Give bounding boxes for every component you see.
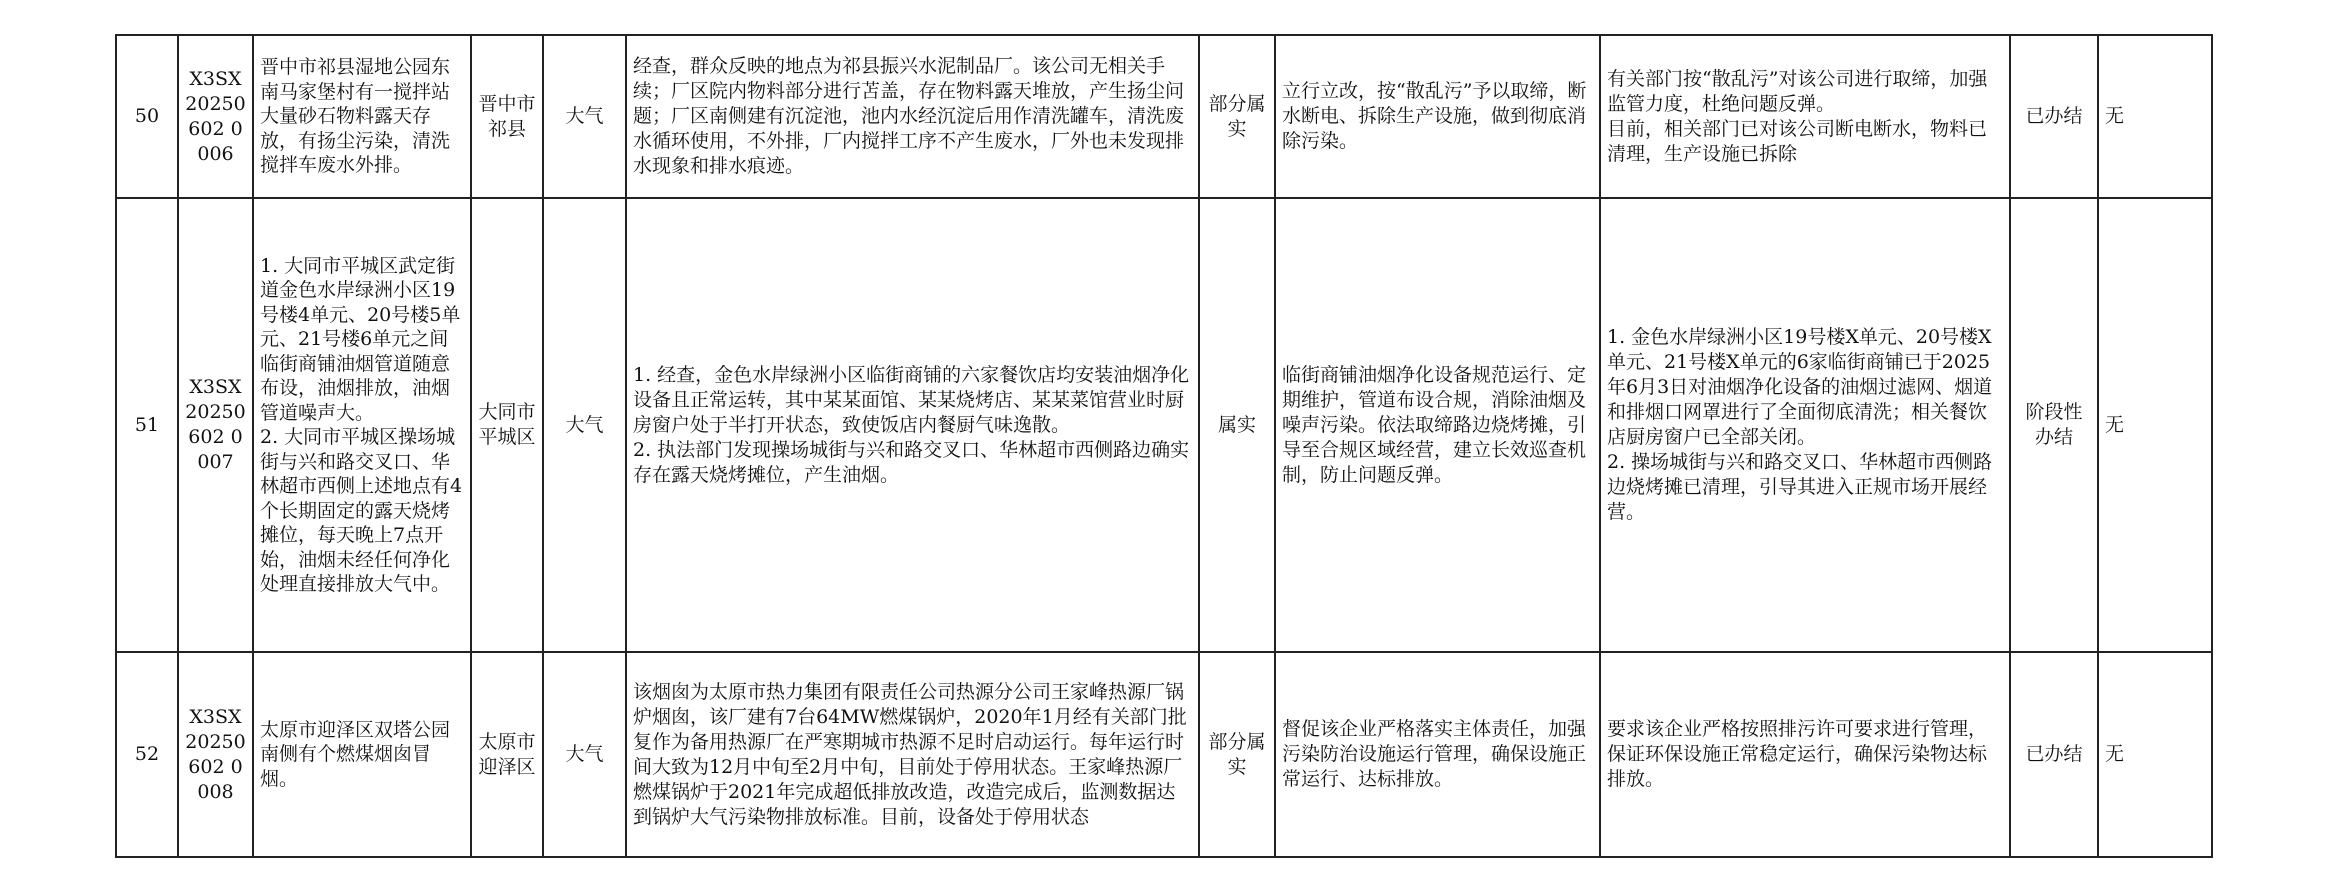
status: 已办结 bbox=[2010, 652, 2098, 857]
status: 已办结 bbox=[2010, 35, 2098, 198]
complaint-description-text: 太原市迎泽区双塔公园南侧有个燃煤烟囱冒烟。 bbox=[260, 718, 451, 790]
pollution-type: 大气 bbox=[543, 198, 626, 652]
accountability: 无 bbox=[2098, 198, 2212, 652]
complaint-table bbox=[115, 34, 2213, 858]
case-code: X3SX20250602 0008 bbox=[178, 652, 253, 857]
pollution-type: 大气 bbox=[543, 35, 626, 198]
rectification-result-text: 要求该企业严格按照排污许可要求进行管理，保证环保设施正常稳定运行，确保污染物达标排放。 bbox=[1607, 718, 1988, 790]
accountability: 无 bbox=[2098, 652, 2212, 857]
investigation-finding bbox=[626, 198, 1199, 652]
complaint-description-text: 1. 大同市平城区武定街道金色水岸绿洲小区19号楼4单元、20号楼5单元、21号楼6单元之间临街商铺油烟管道随意布设，油烟排放，油烟管道噪声大。 2. 大同市平城区操场城街与兴和路交叉口、华林超市西侧上述地点有4个长期固定的露天烧烤摊位，每天晚上7点开始，油烟未经任何净化处理直接排放大气中。 bbox=[260, 254, 463, 595]
row-number: 50 bbox=[116, 35, 178, 198]
row-number: 51 bbox=[116, 198, 178, 652]
complaint-description bbox=[253, 198, 471, 652]
verdict: 部分属实 bbox=[1199, 35, 1275, 198]
handling-measure: 督促该企业严格落实主体责任，加强污染防治设施运行管理，确保设施正常运行、达标排放。 bbox=[1275, 652, 1600, 857]
pollution-type: 大气 bbox=[543, 652, 626, 857]
case-code: X3SX20250602 0007 bbox=[178, 198, 253, 652]
investigation-finding-text: 该烟囱为太原市热力集团有限责任公司热源分公司王家峰热源厂锅炉烟囱，该厂建有7台64MW燃煤锅炉，2020年1月经有关部门批复作为备用热源厂在严寒期城市热源不足时启动运行。每年运行时间大致为12月中旬至2月中旬，目前处于停用状态。王家峰热源厂燃煤锅炉于2021年完成超低排放改造，改造完成后，监测数据达到锅炉大气污染物排放标准。目前，设备处于停用状态 bbox=[633, 680, 1187, 828]
complaint-description bbox=[253, 35, 471, 198]
verdict: 属实 bbox=[1199, 198, 1275, 652]
handling-measure: 立行立改，按“散乱污”予以取缔，断水断电、拆除生产设施，做到彻底消除污染。 bbox=[1275, 35, 1600, 198]
case-code: X3SX20250602 0006 bbox=[178, 35, 253, 198]
rectification-result bbox=[1600, 198, 2010, 652]
investigation-finding bbox=[626, 35, 1199, 198]
rectification-result-text: 有关部门按“散乱污”对该公司进行取缔，加强监管力度，杜绝问题反弹。 目前，相关部门已对该公司断电断水，物料已清理，生产设施已拆除 bbox=[1607, 67, 1988, 165]
handling-measure: 临街商铺油烟净化设备规范运行、定期维护，管道布设合规，消除油烟及噪声污染。依法取缔路边烧烤摊，引导至合规区域经营，建立长效巡查机制，防止问题反弹。 bbox=[1275, 198, 1600, 652]
administrative-area: 太原市迎泽区 bbox=[471, 652, 543, 857]
table-row bbox=[116, 652, 2212, 857]
investigation-finding-text: 1. 经查，金色水岸绿洲小区临街商铺的六家餐饮店均安装油烟净化设备且正常运转，其中某某面馆、某某烧烤店、某某菜馆营业时厨房窗户处于半打开状态，致使饭店内餐厨气味逸散。 2. 执法部门发现操场城街与兴和路交叉口、华林超市西侧路边确实存在露天烧烤摊位，产生油烟。 bbox=[633, 363, 1190, 486]
row-number: 52 bbox=[116, 652, 178, 857]
investigation-finding-text: 经查，群众反映的地点为祁县振兴水泥制品厂。该公司无相关手续；厂区院内物料部分进行苫盖，存在物料露天堆放，产生扬尘问题；厂区南侧建有沉淀池，池内水经沉淀后用作清洗罐车，清洗废水循环使用，不外排，厂内搅拌工序不产生废水，厂外也未发现排水现象和排水痕迹。 bbox=[633, 55, 1185, 177]
table-row bbox=[116, 35, 2212, 198]
verdict: 部分属实 bbox=[1199, 652, 1275, 857]
complaint-description bbox=[253, 652, 471, 857]
table-row bbox=[116, 198, 2212, 652]
rectification-result bbox=[1600, 652, 2010, 857]
rectification-result bbox=[1600, 35, 2010, 198]
accountability: 无 bbox=[2098, 35, 2212, 198]
investigation-finding bbox=[626, 652, 1199, 857]
complaint-description-text: 晋中市祁县湿地公园东南马家堡村有一搅拌站大量砂石物料露天存放，有扬尘污染，清洗搅拌车废水外排。 bbox=[260, 56, 451, 177]
status: 阶段性办结 bbox=[2010, 198, 2098, 652]
rectification-result-text: 1. 金色水岸绿洲小区19号楼X单元、20号楼X单元、21号楼X单元的6家临街商铺已于2025年6月3日对油烟净化设备的油烟过滤网、烟道和排烟口网罩进行了全面彻底清洗；相关餐饮店厨房窗户已全部关闭。 2. 操场城街与兴和路交叉口、华林超市西侧路边烧烤摊已清理，引导其进入正规市场开展经营。 bbox=[1607, 326, 1993, 523]
administrative-area: 晋中市祁县 bbox=[471, 35, 543, 198]
administrative-area: 大同市平城区 bbox=[471, 198, 543, 652]
